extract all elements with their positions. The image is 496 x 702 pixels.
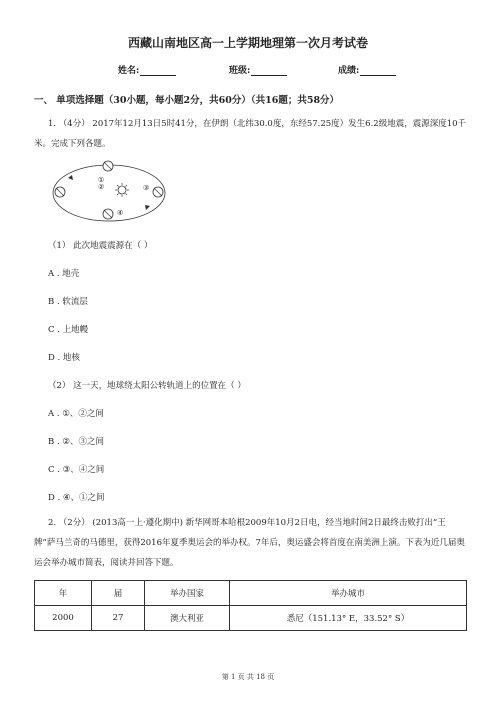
score-field — [338, 63, 396, 76]
option-c[interactable]: C . ③、④之间 — [48, 465, 105, 475]
question-2-stem: 2. （2分） (2013高一上·遵化期中) 新华网哥本哈根2009年10月2日电，经当地时间2日最终击败打出“王牌”萨马兰奇的马德里，获得2016年夏季奥运会的举办权。7年后，奥运盛会将首度在南美洲上演。下表为近几届奥运会举办城市简表，阅读并回答下题。 — [34, 518, 465, 568]
position-label-2: ② — [98, 183, 105, 191]
arrow-icon — [145, 205, 150, 210]
class-blank — [251, 66, 287, 76]
table-header: 年 — [35, 581, 92, 606]
table-cell: 27 — [92, 606, 145, 631]
table-header-row — [35, 581, 467, 606]
name-field — [118, 63, 176, 76]
score-blank — [360, 66, 396, 76]
arrow-icon — [68, 175, 73, 180]
subquestion-2-stem: （2） 这一天，地球绕太阳公转轨道上的位置在（ ） — [48, 381, 246, 391]
sun-icon — [115, 183, 129, 197]
option-a[interactable]: A . ①、②之间 — [48, 409, 104, 419]
table-header: 举办城市 — [230, 581, 467, 606]
option-a[interactable]: A . 地壳 — [48, 269, 80, 279]
position-label-4: ④ — [117, 209, 124, 217]
earth-icon — [153, 187, 163, 197]
table-header: 届 — [92, 581, 145, 606]
table-cell: 澳大利亚 — [145, 606, 230, 631]
page-number: 第 1 页 共 18 页 — [221, 673, 275, 681]
earth-icon — [103, 209, 113, 219]
table-row — [35, 606, 467, 631]
question-1-stem: 1. （4分） 2017年12月13日5时41分，在伊朗（北纬30.0度，东经57.25度）发生6.2级地震，震源深度10千米。完成下列各题。 — [34, 119, 467, 149]
table-cell: 悉尼（151.13° E，33.52° S） — [230, 606, 467, 631]
position-label-3: ③ — [143, 184, 150, 192]
option-b[interactable]: B . 软流层 — [48, 297, 88, 307]
class-label: 班级: — [229, 66, 251, 76]
table-cell: 2000 — [35, 606, 92, 631]
subquestion-1-stem: （1） 此次地震震源在（ ） — [48, 241, 153, 251]
position-label-1: ① — [98, 176, 105, 184]
option-d[interactable]: D . ④、①之间 — [48, 493, 105, 503]
orbit-diagram — [46, 158, 176, 228]
earth-icon — [55, 187, 65, 197]
table-header: 举办国家 — [145, 581, 230, 606]
name-blank — [140, 66, 176, 76]
score-label: 成绩: — [338, 66, 360, 76]
olympics-table — [34, 580, 467, 631]
section-heading: 一、 单项选择题（30小题，每小题2分，共60分）（共16题；共58分） — [34, 95, 340, 106]
name-label: 姓名: — [118, 66, 140, 76]
option-c[interactable]: C . 上地幔 — [48, 325, 89, 335]
class-field — [229, 63, 287, 76]
earth-icon — [103, 161, 113, 171]
page-title: 西藏山南地区高一上学期地理第一次月考试卷 — [127, 36, 368, 50]
option-b[interactable]: B . ②、③之间 — [48, 437, 104, 447]
option-d[interactable]: D . 地核 — [48, 353, 80, 363]
